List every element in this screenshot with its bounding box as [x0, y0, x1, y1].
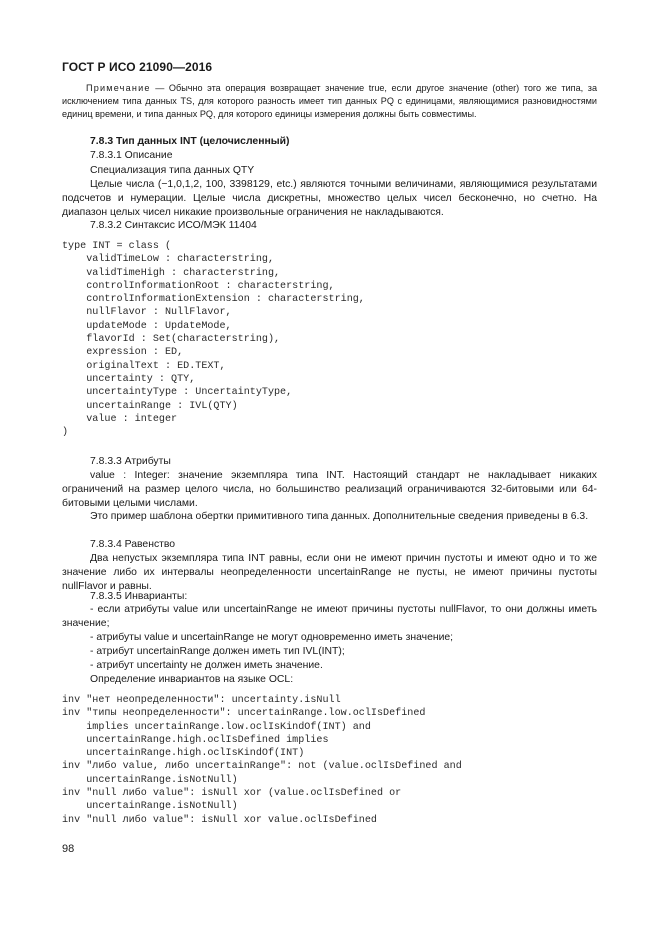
description-paragraph: Целые числа (−1,0,1,2, 100, 3398129, etc.) являются точными величинами, являющимися результатами подсчетов и нумерации. Целые числа дискретны, множество целых чисел бесконечно, но счетно. На диапазон целых чисел никакие произвольные ограничения не накладываются.	[62, 179, 597, 218]
equality-paragraph: Два непустых экземпляра типа INT равны, если они не имеют причин пустоты и имеют одно и то же значение либо их интервалы неопределенности uncertainRange не пусты, не имеют причины пустоты nullFlavor и равны.	[62, 553, 597, 592]
invariant-item: - атрибут uncertainty не должен иметь значение.	[90, 660, 323, 671]
invariant-item: - атрибуты value и uncertainRange не могут одновременно иметь значение;	[90, 632, 454, 643]
syntax-code-block: type INT = class ( validTimeLow : characterstring, validTimeHigh : characterstring, controlInformationRoot : characterstring, controlInformationExtension : characterstring, nullFlavor : NullFlavor, updateMode : UpdateMode, flavorId : Set(characterstring), expression : ED, originalText : ED.TEXT, uncertainty : QTY, uncertaintyType : UncertaintyType, uncertainRange : IVL(QTY) value : integer )	[62, 241, 365, 439]
note-label: Примечание	[86, 83, 151, 93]
subsection-heading-attributes: 7.8.3.3 Атрибуты	[90, 456, 171, 467]
subsection-heading-description: 7.8.3.1 Описание	[90, 150, 173, 161]
attributes-paragraph: value : Integer: значение экземпляра типа INT. Настоящий стандарт не накладывает никаких ограничений на размер целого числа, но большинство реализаций ограничиваются 32-битовыми или 64-битовыми целыми числами.	[62, 470, 597, 509]
note-paragraph	[62, 82, 597, 120]
ocl-code-block: inv "нет неопределенности": uncertainty.isNull inv "типы неопределенности": uncertainRange.low.oclIsDefined implies uncertainRange.low.oclIsKindOf(INT) and uncertainRange.high.oclIsDefined implies uncertainRange.high.oclIsKindOf(INT) inv "либо value, либо uncertainRange": not (value.oclIsDefined and uncertainRange.isNotNull) inv "null либо value": isNull xor (value.oclIsDefined or uncertainRange.isNotNull) inv "null либо value": isNull xor value.oclIsDefined	[62, 695, 462, 826]
specialization-line: Специализация типа данных QTY	[90, 165, 255, 176]
subsection-heading-equality: 7.8.3.4 Равенство	[90, 539, 176, 550]
invariant-item: - если атрибуты value или uncertainRange не имеют причины пустоты nullFlavor, то они должны иметь значение;	[62, 604, 597, 629]
section-heading: 7.8.3 Тип данных INT (целочисленный)	[90, 136, 290, 147]
page-number: 98	[62, 843, 75, 855]
document-header: ГОСТ Р ИСО 21090—2016	[62, 60, 213, 74]
wrapper-note-paragraph: Это пример шаблона обертки примитивного типа данных. Дополнительные сведения приведены в 6.3.	[90, 511, 589, 522]
note-text: — Обычно эта операция возвращает значение true, если другое значение (other) того же типа, за исключением типа данных TS, для которого разность имеет тип данных PQ с единицами, являющимися разновидностями единиц времени, и типа данных PQ, для которого единицы измерения должны быть совместимы.	[62, 83, 597, 119]
invariant-item: - атрибут uncertainRange должен иметь тип IVL(INT);	[90, 646, 345, 657]
subsection-heading-syntax: 7.8.3.2 Синтаксис ИСО/МЭК 11404	[90, 220, 257, 231]
ocl-intro-line: Определение инвариантов на языке OCL:	[90, 674, 294, 685]
subsection-heading-invariants: 7.8.3.5 Инварианты:	[90, 591, 188, 602]
